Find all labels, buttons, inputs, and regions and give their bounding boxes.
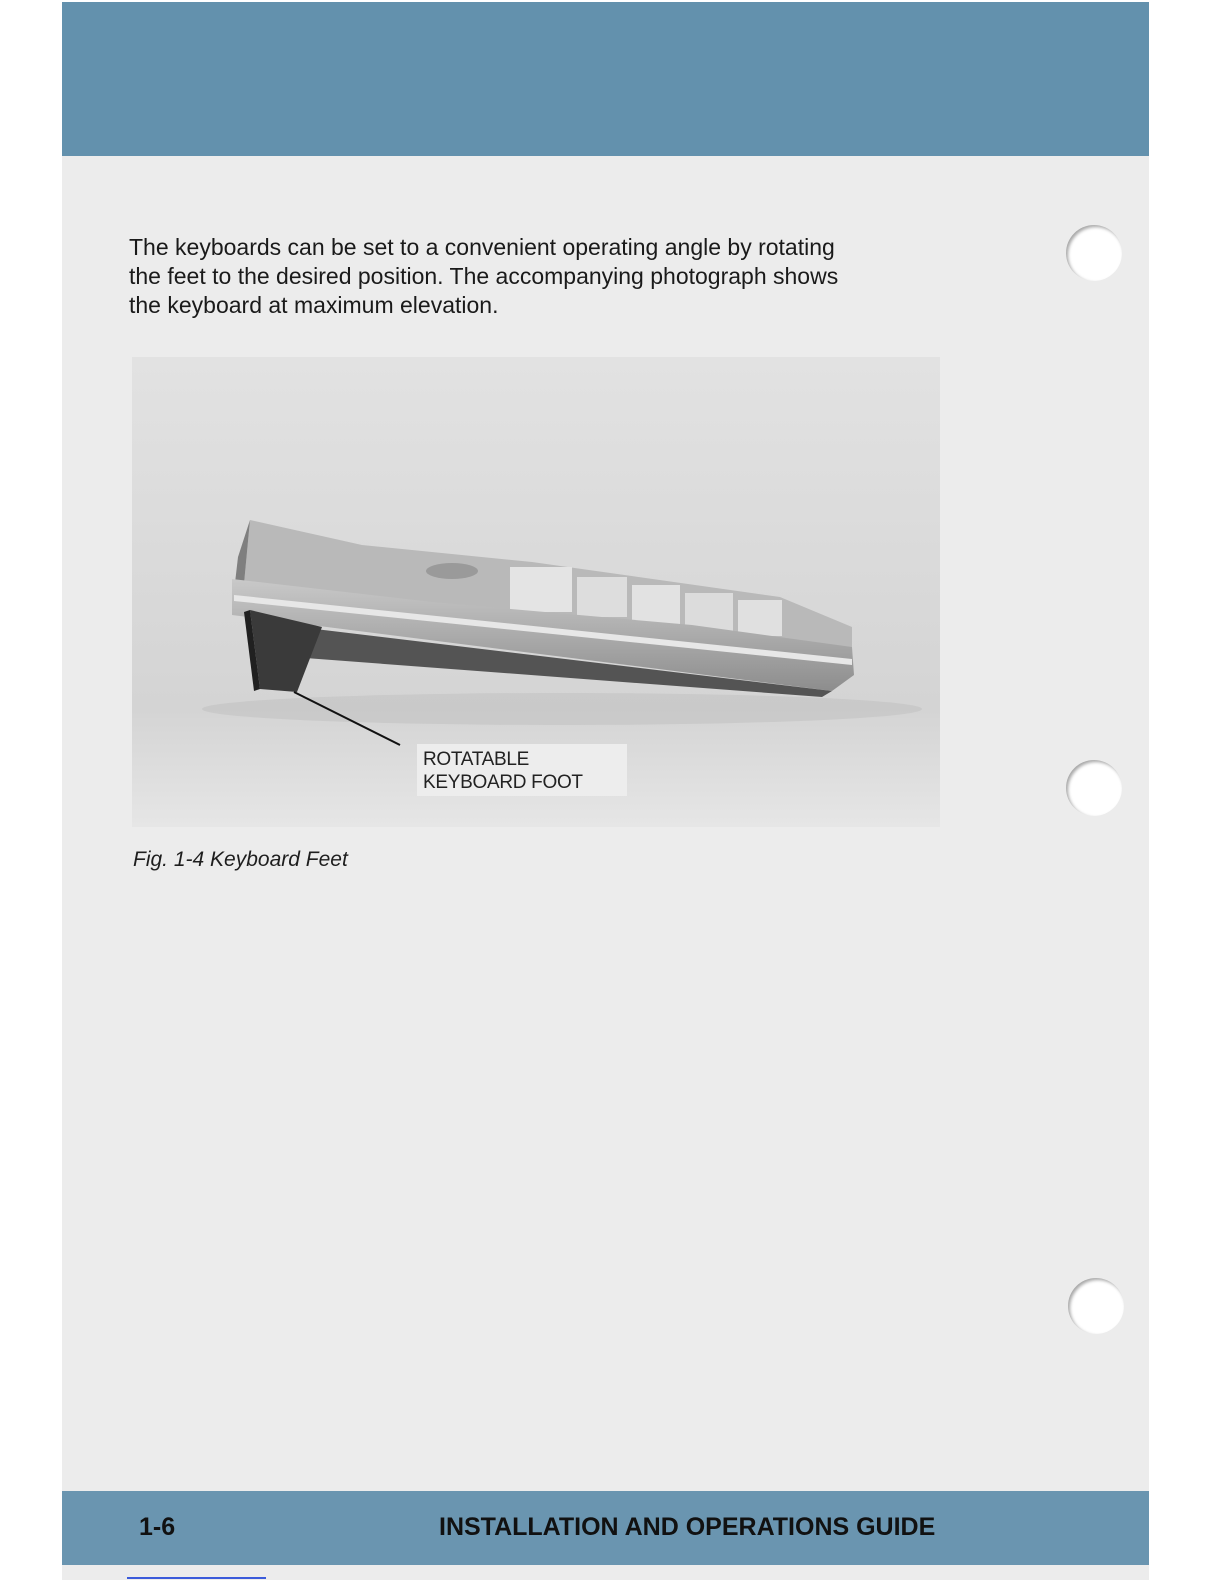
page-number: 1-6 xyxy=(139,1513,176,1541)
binder-hole xyxy=(1066,760,1122,816)
key xyxy=(738,600,782,636)
body-line: the feet to the desired position. The accompanying photograph shows xyxy=(129,263,839,289)
callout-label xyxy=(417,744,627,796)
key xyxy=(632,585,680,625)
key xyxy=(426,563,478,579)
keyboard-photo xyxy=(132,357,940,827)
key xyxy=(510,567,572,612)
body-paragraph xyxy=(129,233,949,320)
figure-caption: Fig. 1-4 Keyboard Feet xyxy=(133,848,348,871)
binder-hole xyxy=(1068,1278,1124,1334)
header-band xyxy=(62,2,1149,156)
binder-hole xyxy=(1066,225,1122,281)
table-shadow xyxy=(202,693,922,725)
bottom-rule xyxy=(127,1577,266,1579)
manual-page xyxy=(62,2,1149,1580)
key xyxy=(577,577,627,617)
body-line: the keyboard at maximum elevation. xyxy=(129,292,499,318)
callout-line: KEYBOARD FOOT xyxy=(423,772,583,793)
callout-line: ROTATABLE xyxy=(423,749,530,770)
guide-title: INSTALLATION AND OPERATIONS GUIDE xyxy=(439,1513,936,1541)
body-line: The keyboards can be set to a convenient operating angle by rotating xyxy=(129,234,835,260)
